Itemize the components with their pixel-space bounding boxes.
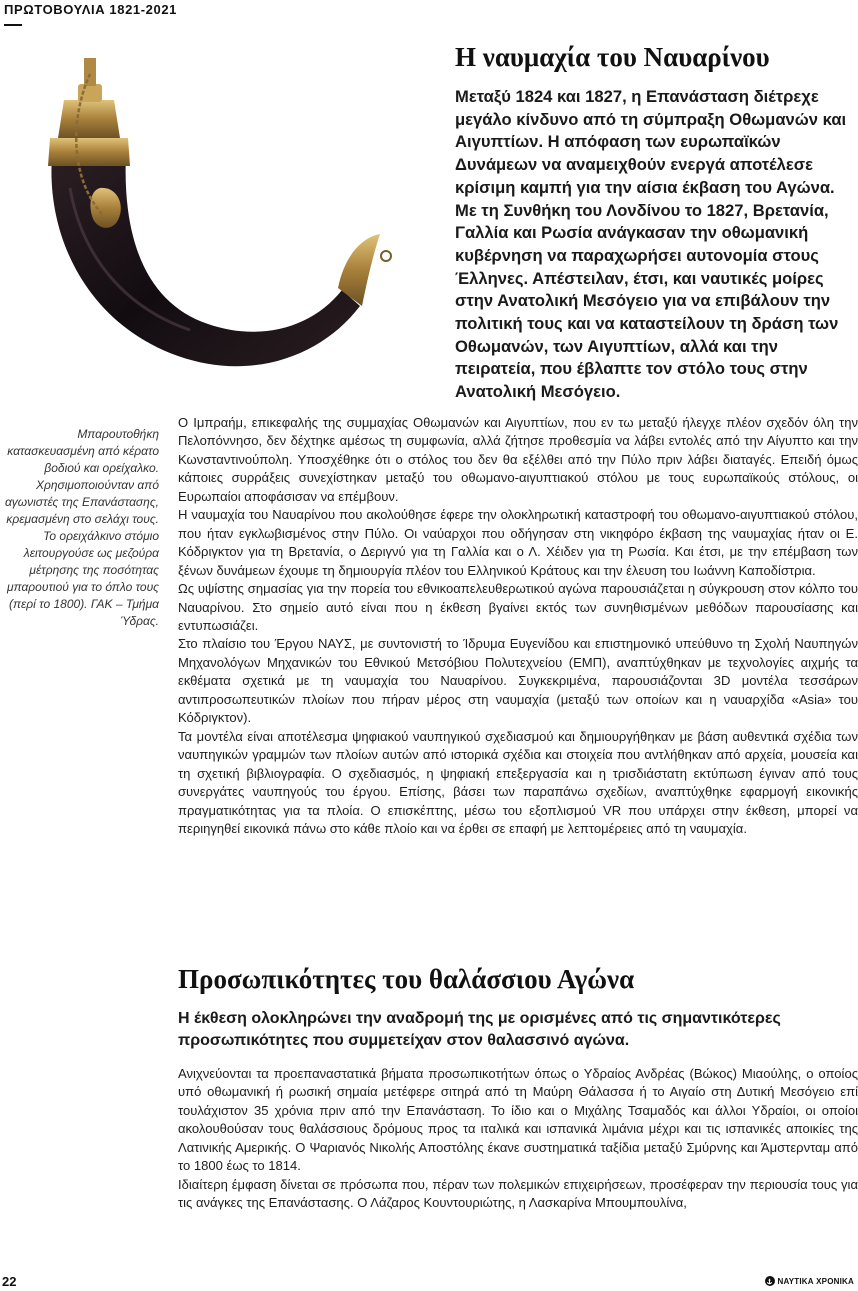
paragraph: Ιδιαίτερη έμφαση δίνεται σε πρόσωπα που, πέραν των πολεμικών επιχειρήσεων, προσέφεραν την περιουσία τους για τις ανάγκες της Επανάστασης. Ο Λάζαρος Κουντουριώτης, η Λασκαρίνα Μπουμπουλίνα, — [178, 1176, 858, 1211]
paragraph: Στο πλαίσιο του Έργου ΝΑΥΣ, με συντονιστή το Ίδρυμα Ευγενίδου και επιστημονικό υπεύθυνο τη Σχολή Ναυπηγών Μηχανολόγων Μηχανικών του Εθνικού Μετσόβιου Πολυτεχνείου (ΕΜΠ), αναπτύχθηκαν με τεχνολογίες αιχμής τα εκθέματα σχετικά με τη ναυμαχία του Ναυαρίνου. Συγκεκριμένα, παρουσιάζονται 3D μοντέλα τεσσάρων αντιπροσωπευτικών πλοίων που πήραν μέρος στη ναυμαχία (μεταξύ των οποίων και η ναυαρχίδα «Asia» του Κόδριγκτον). — [178, 636, 858, 726]
paragraph: Η ναυμαχία του Ναυαρίνου που ακολούθησε έφερε την ολοκληρωτική καταστροφή του οθωμανο-αιγυπτιακού στόλου, που ήταν εγκλωβισμένος στην Πύλο. Οι ναύαρχοι που οδήγησαν στη νικηφόρο έκβαση της ναυμαχίας ήταν οι Ε. Κόδριγκτον για τη Βρετανία, ο Δεριγνύ για τη Γαλλία και ο Λ. Χέιδεν για τη Ρωσία. Και έτσι, με την επέμβαση των ξένων δυνάμεων έχουμε τη δημιουργία πλέον του Ελληνικού Κράτους και την έλευση του Ιωάννη Καποδίστρια. — [178, 507, 858, 578]
section-title-navarino: Η ναυμαχία του Ναυαρίνου — [455, 42, 770, 72]
body-text-personalities — [178, 1065, 858, 1213]
paragraph: Ως υψίστης σημασίας για την πορεία του εθνικοαπελευθερωτικού αγώνα παρουσιάζεται η σύγκρουση στον κόλπο του Ναυαρίνου. Στο σημείο αυτό είναι που η έκθεση βγαίνει εκτός των συνηθισμένων μεθόδων παρουσίασης και εντυπωσιάζει. — [178, 581, 858, 633]
magazine-footer — [765, 1276, 855, 1286]
paragraph: Τα μοντέλα είναι αποτέλεσμα ψηφιακού ναυπηγικού σχεδιασμού και δημιουργήθηκαν με βάση αυθεντικά σχέδια των ναυπηγικών γραμμών των πλοίων αυτών από ιστορικά σχέδια και στοιχεία που αντλήθηκαν από αρχεία, μουσεία και τη σχετική βιβλιογραφία. Ο σχεδιασμός, η ψηφιακή επεξεργασία και η τρισδιάστατη εκτύπωση έγιναν από τους συνεργάτες ναυπηγούς του έργου. Επίσης, βάσει των παραπάνω σχεδίων, αναπτύχθηκε εφαρμογή εικονικής πραγματικότητας για τα πλοία. Ο επισκέπτης, μέσω του εξοπλισμού VR που υπάρχει στην έκθεση, μπορεί να περιηγηθεί εικονικά πάνω στο κάθε πλοίο και να έρθει σε επαφή με λεπτομέρειες από τη ναυμαχία. — [178, 728, 858, 836]
body-text-navarino — [178, 414, 858, 838]
anchor-logo-icon — [765, 1276, 775, 1286]
magazine-name: ΝΑΥΤΙΚΑ ΧΡΟΝΙΚΑ — [777, 1276, 854, 1286]
header-divider — [4, 24, 22, 26]
page-number: 22 — [2, 1274, 17, 1289]
section-lead-personalities: Η έκθεση ολοκληρώνει την αναδρομή της με ορισμένες από τις σημαντικότερες προσωπικότητες που συμμετείχαν στον θαλασσινό αγώνα. — [178, 1010, 781, 1049]
running-header: ΠΡΩΤΟΒΟΥΛΙΑ 1821-2021 — [4, 2, 177, 17]
powder-horn-image — [30, 38, 410, 388]
paragraph: Ο Ιμπραήμ, επικεφαλής της συμμαχίας Οθωμανών και Αιγυπτίων, που εν τω μεταξύ ήλεγχε πλέον σχεδόν όλη την Πελοπόννησο, δεν δέχτηκε αμέσως τη συμφωνία, αλλά ζήτησε προθεσμία να λάβει εντολές από την Αίγυπτο και την Κωνσταντινούπολη. Υποσχέθηκε ότι ο στόλος του δεν θα εξέλθει από την Πύλο πριν λάβει διαταγές. Επειδή όμως κάποιες συρράξεις συνεχίστηκαν μεταξύ του οθωμανο-αιγυπτιακού στόλου με τους ευρωπαϊκούς στόλους, οι Ευρωπαίοι αποφάσισαν να επέμβουν. — [178, 415, 858, 504]
section-lead-navarino: Μεταξύ 1824 και 1827, η Επανάσταση διέτρεχε μεγάλο κίνδυνο από τη σύμπραξη Οθωμανών και Αιγυπτίων. Η απόφαση των ευρωπαϊκών Δυνάμεων να αναμειχθούν ενεργά αποτέλεσε κρίσιμη καμπή για την αίσια έκβαση του Αγώνα. Με τη Συνθήκη του Λονδίνου το 1827, Βρετανία, Γαλλία και Ρωσία ανάγκασαν την οθωμανική κυβέρνηση να παραχωρήσει αυτονομία στους Έλληνες. Απέστειλαν, έτσι, και ναυτικές μοίρες στην Ανατολική Μεσόγειο για να επιβάλουν την πολιτική τους και να καταστείλουν τη δράση των Οθωμανών, των Αιγυπτίων, αλλά και την πειρατεία, που έβλαπτε τον στόλο τους στην Ανατολική Μεσόγειο. — [455, 87, 847, 402]
section-title-personalities: Προσωπικότητες του θαλάσσιου Αγώνα — [178, 964, 635, 994]
image-caption: Μπαρουτοθήκη κατασκευασμένη από κέρατο βοδιού και ορείχαλκο. Χρησιμοποιούνταν από αγωνιστές της Επανάστασης, κρεμασμένη στο σελάχι τους. Το ορειχάλκινο στόμιο λειτουργούσε ως μεζούρα μέτρησης της ποσότητας μπαρουτιού για το όπλο τους (περί το 1800). ΓΑΚ – Τμήμα Ύδρας. — [4, 427, 159, 628]
paragraph: Ανιχνεύονται τα προεπαναστατικά βήματα προσωπικοτήτων όπως ο Υδραίος Ανδρέας (Βώκος) Μιαούλης, ο οποίος υπό οθωμανική ή ρωσική σημαία μετέφερε σιτηρά από τη Μαύρη Θάλασσα ή το Αιγαίο στη Δυτική Μεσόγειο επί τουλάχιστον 35 χρόνια πριν από την Επανάσταση. Το ίδιο και ο Μιχάλης Τσαμαδός και άλλοι Υδραίοι, οι οποίοι ακολουθούσαν τους θαλάσσιους δρόμους προς τα ιταλικά και ισπανικά λιμάνια μέχρι και τις ισπανικές αποικίες της Λατινικής Αμερικής. Ο Ψαριανός Νικολής Αποστόλης έκανε συστηματικά ταξίδια μεταξύ Σμύρνης και Άμστερνταμ από το 1800 έως το 1814. — [178, 1066, 858, 1174]
